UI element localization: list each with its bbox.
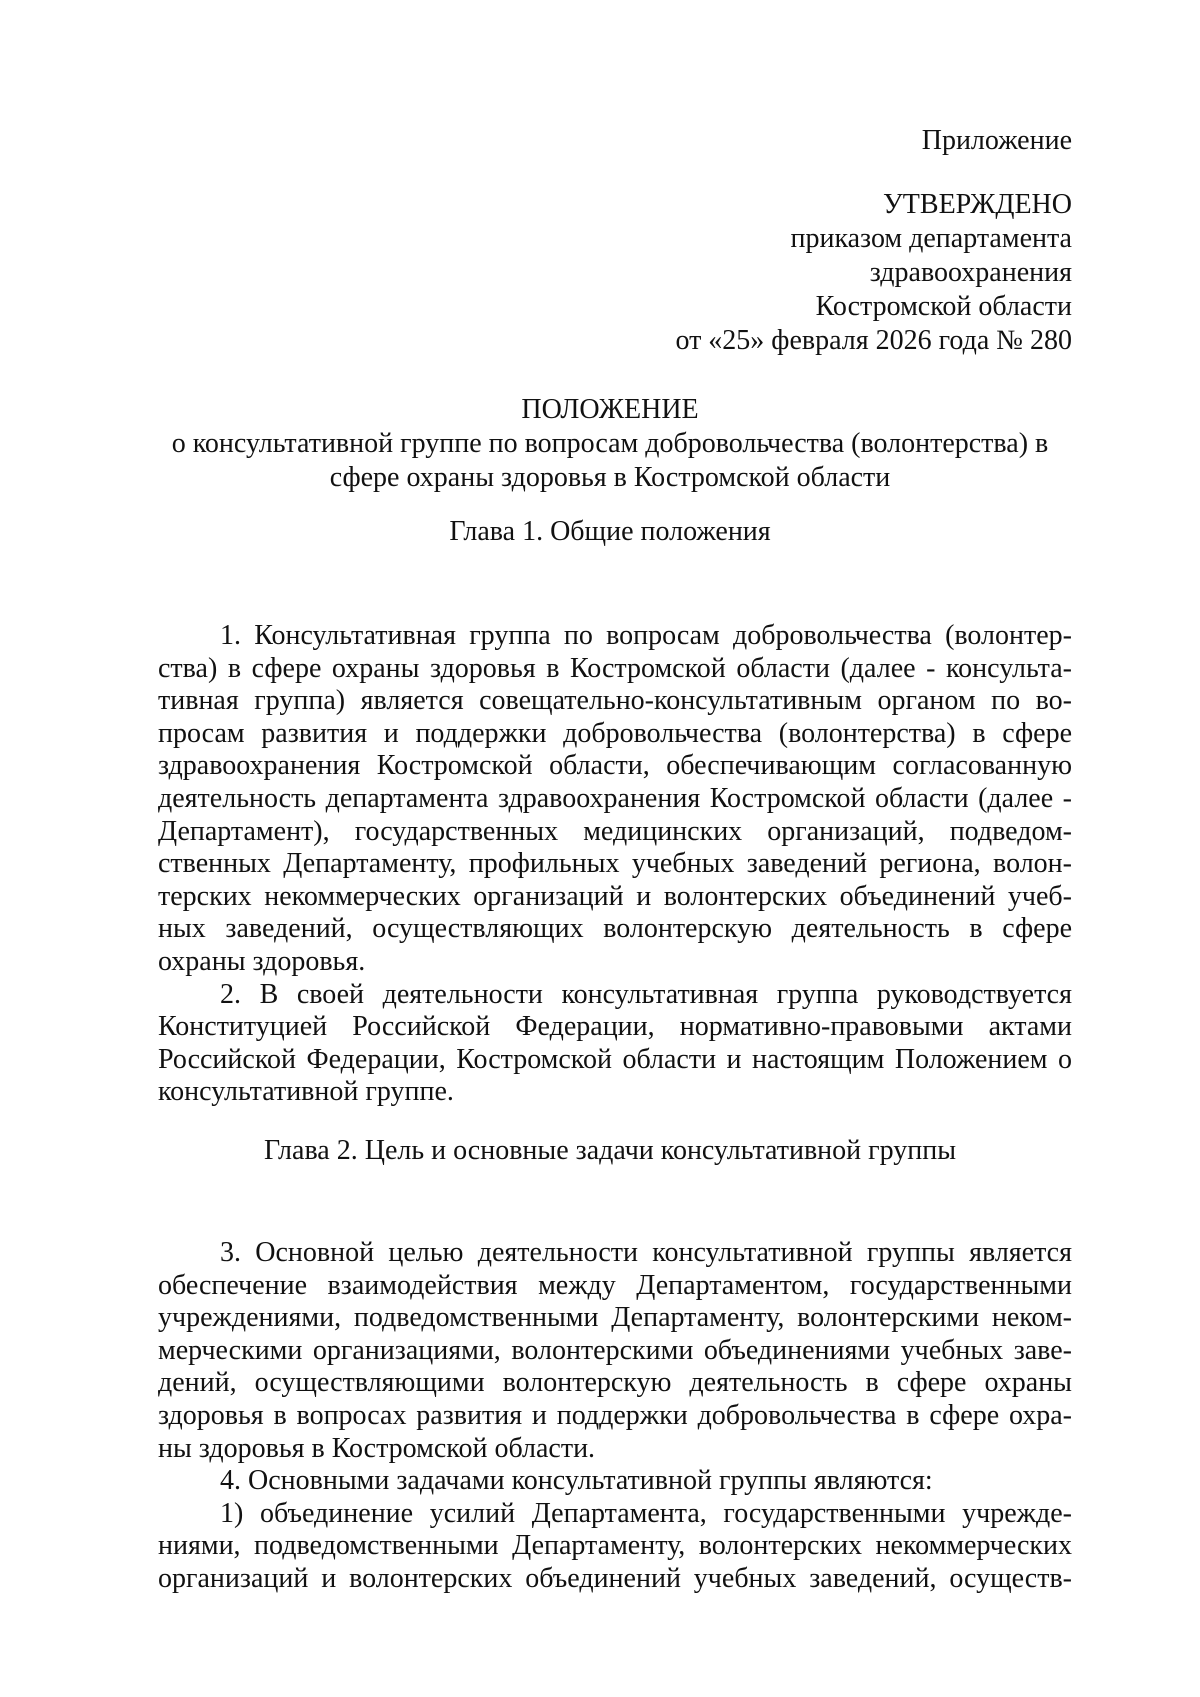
paragraph-line: Конституцией Российской Федерации, нормативно-правовыми актами [158,1011,1072,1043]
approval-line: здравоохранения [869,257,1072,288]
paragraph-line: ства) в сфере охраны здоровья в Костромской области (далее - консульта- [158,652,1072,684]
paragraph-line: ственных Департаменту, профильных учебных заведений региона, волон- [158,848,1072,880]
paragraph-line: деятельность департамента здравоохранения Костромской области (далее - [158,782,1072,814]
approval-line: УТВЕРЖДЕНО [882,189,1072,220]
approval-line: от «25» февраля 2026 года № 280 [675,325,1072,356]
title-line: ПОЛОЖЕНИЕ [521,394,699,425]
paragraph-line: 3. Основной целью деятельности консультативной группы является [220,1237,1072,1268]
paragraph-line: терских некоммерческих организаций и волонтерских объединений учеб- [158,880,1072,912]
paragraph-line: ных заведений, осуществляющих волонтерскую деятельность в сфере [158,913,1072,945]
approval-stamp [552,188,1072,358]
paragraph [158,1237,1072,1465]
chapter-1-body [158,620,1072,1109]
paragraph-line: обеспечение взаимодействия между Департаментом, государственными [158,1269,1072,1301]
paragraph-line: мерческими организациями, волонтерскими объединениями учебных заве- [158,1334,1072,1366]
appendix-label: Приложение [921,125,1072,156]
paragraph [158,1498,1072,1596]
paragraph-line: 1) объединение усилий Департамента, государственными учрежде- [220,1497,1072,1529]
paragraph-line: здравоохранения Костромской области, обеспечивающим согласованную [158,750,1072,782]
paragraph [158,1465,1072,1498]
title-line: сфере охраны здоровья в Костромской области [329,462,891,493]
paragraph-line: 1. Консультативная группа по вопросам добровольчества (волонтер- [220,620,1072,651]
paragraph-line: организаций и волонтерских объединений учебных заведений, осуществ- [158,1562,1072,1594]
paragraph [158,620,1072,979]
title-line: о консультативной группе по вопросам добровольчества (волонтерства) в [171,428,1049,459]
paragraph-line: учреждениями, подведомственными Департаменту, волонтерскими неком- [158,1302,1072,1334]
paragraph-line: дений, осуществляющими волонтерскую деятельность в сфере охраны [158,1367,1072,1399]
paragraph-line: 2. В своей деятельности консультативная группа руководствуется [220,978,1072,1010]
paragraph-line: охраны здоровья. [158,945,366,977]
chapter-2-body [158,1237,1072,1596]
paragraph-line: ниями, подведомственными Департаменту, волонтерских некоммерческих [158,1530,1072,1562]
approval-line: приказом департамента [790,223,1072,254]
paragraph-line: Департамент), государственных медицинских организаций, подведом- [158,815,1072,847]
paragraph-line: Российской Федерации, Костромской области и настоящим Положением о [158,1043,1072,1075]
approval-line: Костромской области [815,291,1072,322]
paragraph-line: ны здоровья в Костромской области. [158,1432,596,1464]
paragraph [158,979,1072,1109]
chapter-2-heading: Глава 2. Цель и основные задачи консультативной группы [263,1135,957,1166]
document-title [150,393,1070,495]
chapter-1-heading: Глава 1. Общие положения [449,516,771,547]
paragraph-line: здоровья в вопросах развития и поддержки добровольчества в сфере охра- [158,1399,1072,1431]
paragraph-line: просам развития и поддержки добровольчества (волонтерства) в сфере [158,717,1072,749]
paragraph-line: консультативной группе. [158,1076,454,1108]
paragraph-line: тивная группа) является совещательно-консультативным органом по во- [158,685,1072,717]
paragraph-line: 4. Основными задачами консультативной группы являются: [220,1465,933,1497]
